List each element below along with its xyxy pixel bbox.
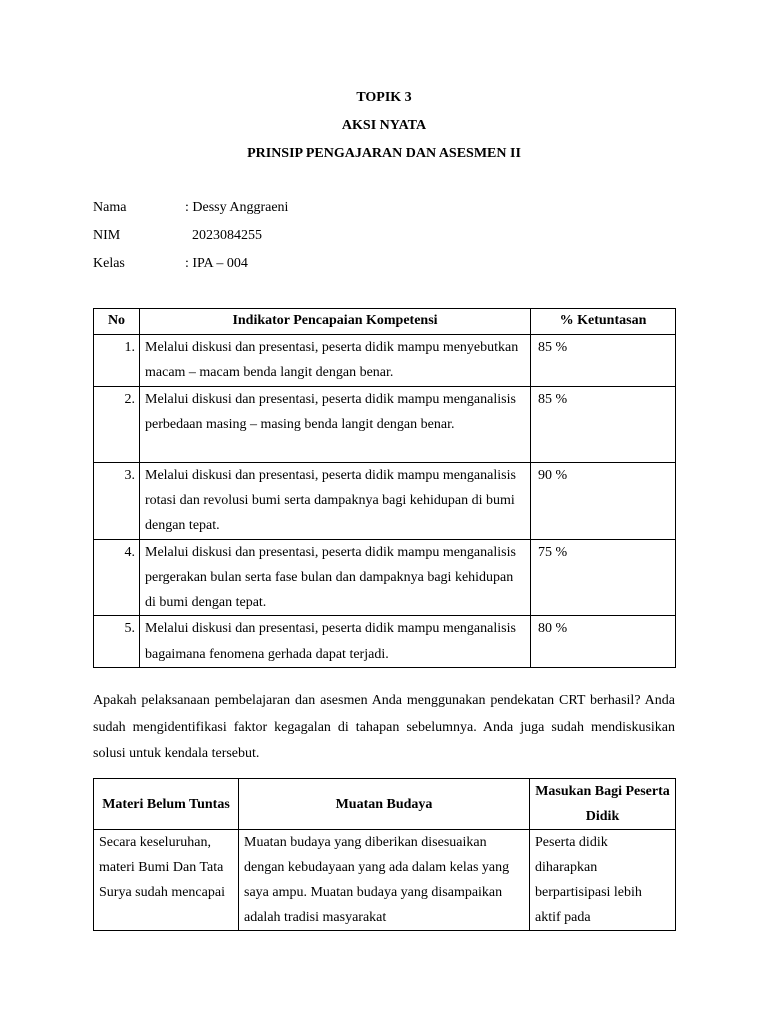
table-row bbox=[94, 830, 676, 931]
section-title: AKSI NYATA bbox=[341, 118, 427, 133]
cell-masukan: Peserta didik diharapkan berpartisipasi lebih aktif pada bbox=[530, 830, 676, 931]
identity-label: Nama bbox=[93, 200, 127, 215]
row-completion: 85 % bbox=[531, 386, 676, 462]
row-number: 4. bbox=[94, 539, 140, 616]
header-completion: % Ketuntasan bbox=[531, 309, 676, 335]
row-number: 5. bbox=[94, 616, 140, 668]
row-indicator: Melalui diskusi dan presentasi, peserta didik mampu menganalisis rotasi dan revolusi bumi serta dampaknya bagi kehidupan di bumi dengan tepat. bbox=[140, 462, 531, 539]
table-row bbox=[94, 335, 676, 387]
cell-materi: Secara keseluruhan, materi Bumi Dan Tata Surya sudah mencapai bbox=[94, 830, 239, 931]
row-indicator: Melalui diskusi dan presentasi, peserta didik mampu menganalisis pergerakan bulan serta fase bulan dan dampaknya bagi kehidupan di bumi dengan tepat. bbox=[140, 539, 531, 616]
table-header-row bbox=[94, 309, 676, 335]
reflection-paragraph: Apakah pelaksanaan pembelajaran dan asesmen Anda menggunakan pendekatan CRT berhasil? Anda sudah mengidentifikasi faktor kegagalan di tahapan sebelumnya. Anda juga sudah mendiskusikan solusi untuk kendala tersebut. bbox=[93, 693, 675, 761]
row-number: 3. bbox=[94, 462, 140, 539]
header-indicator: Indikator Pencapaian Kompetensi bbox=[140, 309, 531, 335]
header-materi: Materi Belum Tuntas bbox=[94, 779, 239, 830]
topic-title: TOPIK 3 bbox=[356, 90, 412, 105]
row-completion: 80 % bbox=[531, 616, 676, 668]
identity-row-nim bbox=[93, 223, 675, 251]
header-masukan: Masukan Bagi Peserta Didik bbox=[530, 779, 676, 830]
header-no: No bbox=[94, 309, 140, 335]
cell-muatan: Muatan budaya yang diberikan disesuaikan dengan kebudayaan yang ada dalam kelas yang saya ampu. Muatan budaya yang disampaikan adalah tradisi masyarakat bbox=[239, 830, 530, 931]
row-indicator: Melalui diskusi dan presentasi, peserta didik mampu menganalisis perbedaan masing – masing benda langit dengan benar. bbox=[140, 386, 531, 462]
row-completion: 90 % bbox=[531, 462, 676, 539]
identity-label: NIM bbox=[93, 228, 121, 243]
row-completion: 85 % bbox=[531, 335, 676, 387]
subject-title: PRINSIP PENGAJARAN DAN ASESMEN II bbox=[247, 146, 521, 161]
table-row bbox=[94, 386, 676, 462]
identity-value: : IPA – 004 bbox=[185, 256, 248, 271]
identity-value: 2023084255 bbox=[185, 228, 262, 243]
identity-row-class bbox=[93, 251, 675, 279]
table-row bbox=[94, 539, 676, 616]
identity-row-name bbox=[93, 195, 675, 223]
row-indicator: Melalui diskusi dan presentasi, peserta didik mampu menyebutkan macam – macam benda langit dengan benar. bbox=[140, 335, 531, 387]
table-row bbox=[94, 462, 676, 539]
identity-label: Kelas bbox=[93, 256, 125, 271]
competency-table bbox=[93, 308, 676, 668]
header-muatan: Muatan Budaya bbox=[239, 779, 530, 830]
row-number: 2. bbox=[94, 386, 140, 462]
row-number: 1. bbox=[94, 335, 140, 387]
table-row bbox=[94, 616, 676, 668]
document-title-block bbox=[93, 84, 675, 168]
row-completion: 75 % bbox=[531, 539, 676, 616]
table-header-row bbox=[94, 779, 676, 830]
reflection-table bbox=[93, 778, 676, 931]
row-indicator: Melalui diskusi dan presentasi, peserta didik mampu menganalisis bagaimana fenomena gerhada dapat terjadi. bbox=[140, 616, 531, 668]
identity-block bbox=[93, 195, 675, 279]
identity-value: : Dessy Anggraeni bbox=[185, 200, 289, 215]
